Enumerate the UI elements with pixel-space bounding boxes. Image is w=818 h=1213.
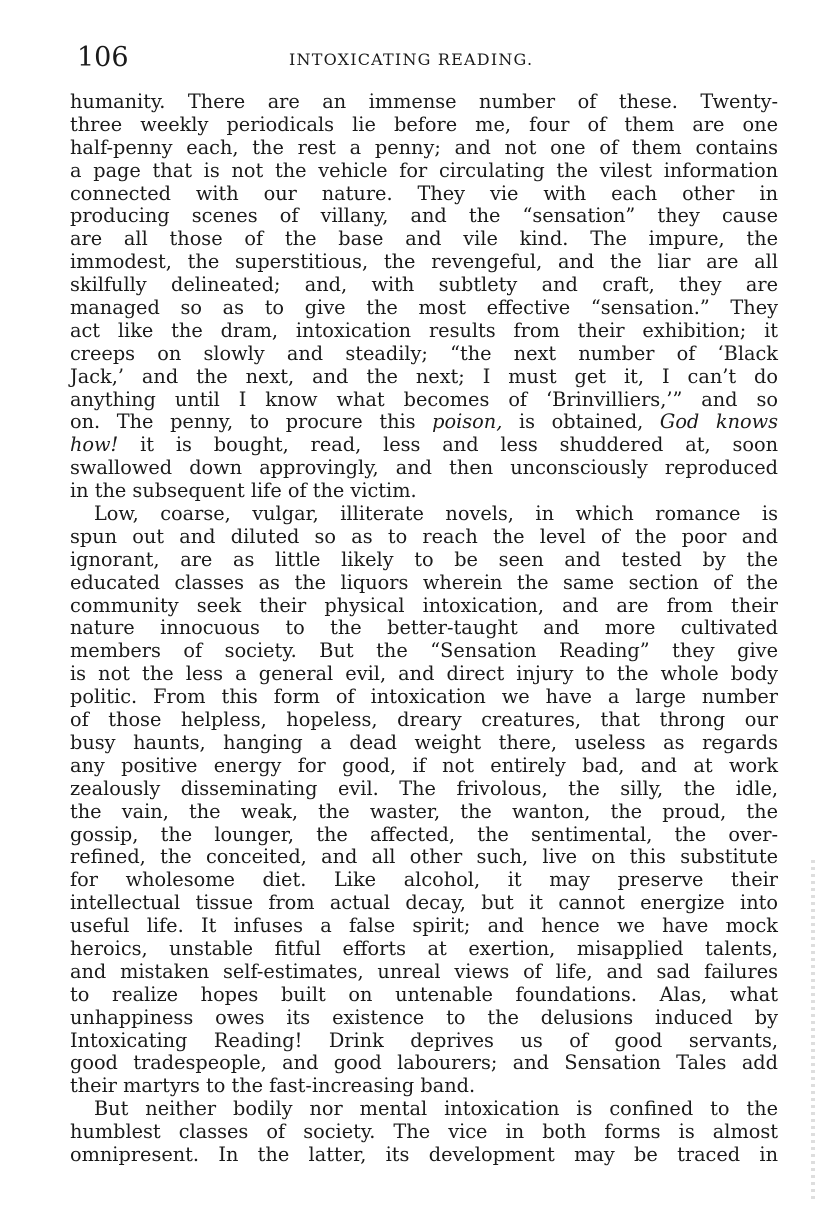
text-line: useful life. It infuses a false spirit; and hence we have mock <box>70 914 778 938</box>
text-line: politic. From this form of intoxication we have a large number <box>70 685 778 709</box>
text-line: connected with our nature. They vie with each other in <box>70 181 778 205</box>
italic-text: God knows <box>659 410 778 434</box>
text-line: Low, coarse, vulgar, illiterate novels, in which romance is <box>94 502 778 526</box>
text-line: in the subsequent life of the victim. <box>70 479 417 503</box>
page-header <box>77 38 777 78</box>
text-line: zealously disseminating evil. The frivolous, the silly, the idle, <box>70 776 778 800</box>
italic-text: how! <box>70 433 119 457</box>
italic-text: poison, <box>432 410 503 434</box>
text-line: their martyrs to the fast-increasing band. <box>70 1074 476 1098</box>
text-line: humanity. There are an immense number of these. Twenty- <box>70 90 778 113</box>
text-line: immodest, the superstitious, the revengeful, and the liar are all <box>70 250 778 274</box>
text-line: busy haunts, hanging a dead weight there, useless as regards <box>70 730 778 754</box>
text-line: for wholesome diet. Like alcohol, it may preserve their <box>70 868 778 892</box>
text-line: unhappiness owes its existence to the delusions induced by <box>70 1005 778 1029</box>
text-line: But neither bodily nor mental intoxication is confined to the <box>94 1097 778 1121</box>
text-line: act like the dram, intoxication results from their exhibition; it <box>70 318 778 342</box>
text-line: managed so as to give the most effective “sensation.” They <box>70 296 778 320</box>
text-line: three weekly periodicals lie before me, four of them are one <box>70 112 778 136</box>
text-line: any positive energy for good, if not entirely bad, and at work <box>70 753 778 777</box>
text-line: producing scenes of villany, and the “sensation” they cause <box>70 204 778 228</box>
text-run: is obtained, <box>502 410 660 434</box>
page-edge-shadow <box>811 860 815 1200</box>
text-line: swallowed down approvingly, and then unconsciously reproduced <box>70 456 778 480</box>
text-line: community seek their physical intoxication, and are from their <box>70 593 778 617</box>
text-line: skilfully delineated; and, with subtlety and craft, they are <box>70 273 778 297</box>
text-line: to realize hopes built on untenable foundations. Alas, what <box>70 982 778 1006</box>
text-line: humblest classes of society. The vice in both forms is almost <box>70 1120 778 1144</box>
text-line: omnipresent. In the latter, its development may be traced in <box>70 1142 778 1166</box>
text-line: spun out and diluted so as to reach the level of the poor and <box>70 524 778 548</box>
body-text <box>70 91 778 1167</box>
text-line: members of society. But the “Sensation Reading” they give <box>70 639 778 663</box>
text-line: half-penny each, the rest a penny; and not one of them contains <box>70 135 778 159</box>
running-title: INTOXICATING READING. <box>289 50 534 69</box>
text-line: educated classes as the liquors wherein the same section of the <box>70 570 778 594</box>
text-line: of those helpless, hopeless, dreary creatures, that throng our <box>70 708 778 732</box>
text-line-with-italics <box>70 434 778 457</box>
text-line: refined, the conceited, and all other such, live on this substitute <box>70 845 778 869</box>
text-line: the vain, the weak, the waster, the wanton, the proud, the <box>70 799 778 823</box>
text-line: good tradespeople, and good labourers; and Sensation Tales add <box>70 1051 778 1075</box>
page-number: 106 <box>77 42 129 73</box>
text-line: and mistaken self-estimates, unreal views of life, and sad failures <box>70 959 778 983</box>
text-line: Intoxicating Reading! Drink deprives us of good servants, <box>70 1028 778 1052</box>
text-line: creeps on slowly and steadily; “the next number of ‘Black <box>70 341 778 365</box>
text-line: heroics, unstable fitful efforts at exertion, misapplied talents, <box>70 936 778 960</box>
text-run: on. The penny, to procure this <box>70 410 433 434</box>
text-line: nature innocuous to the better-taught and more cultivated <box>70 616 778 640</box>
text-line: gossip, the lounger, the affected, the sentimental, the over- <box>70 822 778 846</box>
text-line: a page that is not the vehicle for circulating the vilest information <box>70 158 778 182</box>
text-line: is not the less a general evil, and direct injury to the whole body <box>70 662 778 686</box>
text-line-with-italics <box>70 411 778 434</box>
text-line: intellectual tissue from actual decay, but it cannot energize into <box>70 891 778 915</box>
text-line: are all those of the base and vile kind. The impure, the <box>70 227 778 251</box>
text-line: ignorant, are as little likely to be seen and tested by the <box>70 547 778 571</box>
text-run: it is bought, read, less and less shuddered at, soon <box>118 433 778 457</box>
text-line: anything until I know what becomes of ‘Brinvilliers,’” and so <box>70 387 778 411</box>
text-line: Jack,’ and the next, and the next; I must get it, I can’t do <box>70 364 778 388</box>
